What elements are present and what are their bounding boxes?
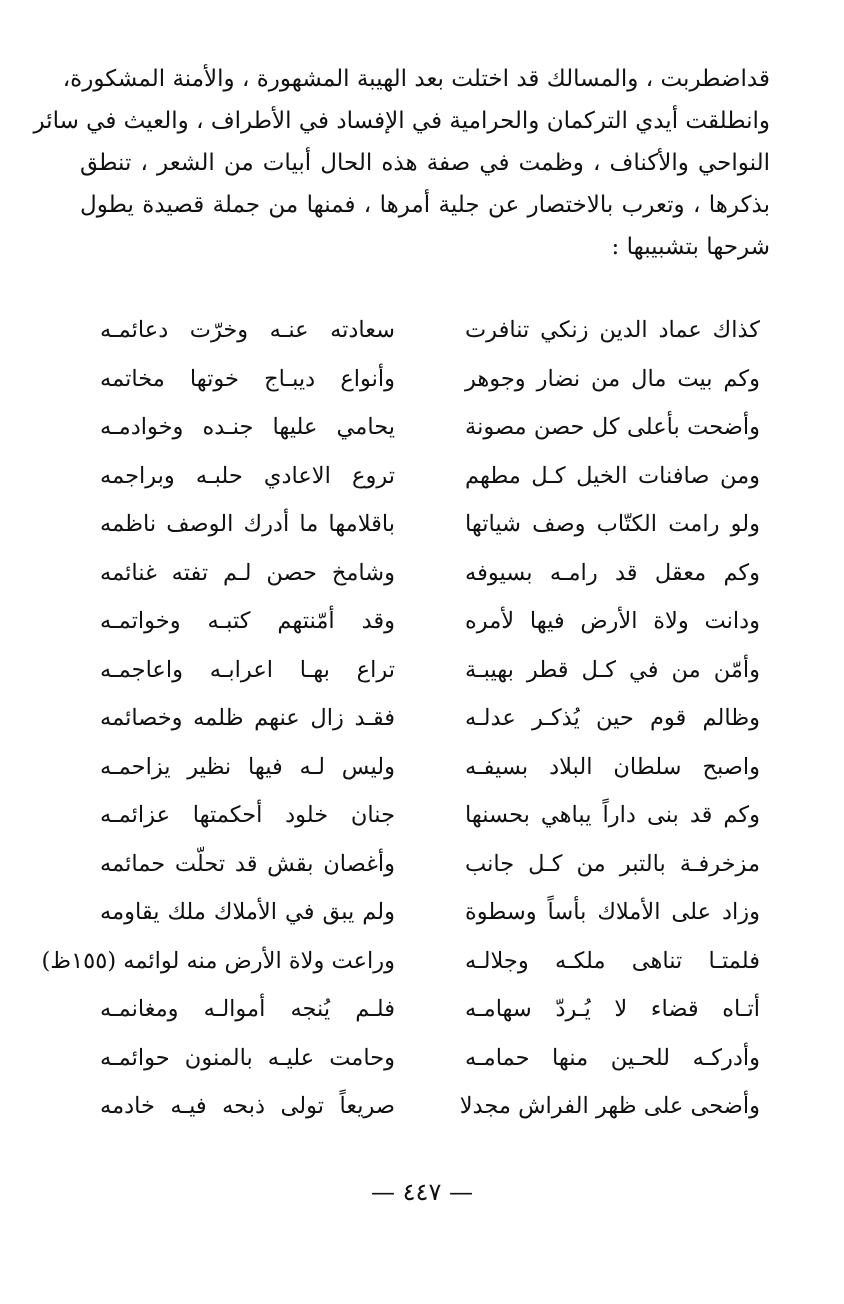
- poem-verse: [100, 985, 760, 1034]
- poem-verse: [100, 500, 760, 549]
- verse-second-hemistich: وقد أمّنتهم كتبـه وخواتمـه: [100, 608, 395, 635]
- verse-second-hemistich: فلـم يُنجه أموالـه ومغانمـه: [100, 996, 395, 1023]
- verse-first-hemistich: وأضحت بأعلى كل حصن مصونة: [465, 414, 760, 441]
- prose-paragraph: [33, 58, 770, 268]
- verse-second-hemistich: سعادته عنـه وخرّت دعائمـه: [100, 317, 395, 344]
- poem-verse: [100, 791, 760, 840]
- verse-second-hemistich: وشامخ حصن لـم تفته غنائمه: [100, 559, 395, 586]
- verse-second-hemistich: باقلامها ما أدرك الوصف ناظمه: [100, 511, 395, 538]
- poem-verse: [100, 306, 760, 355]
- verse-second-hemistich: وليس لـه فيها نظير يزاحمـه: [100, 753, 395, 780]
- poem-verse: [100, 452, 760, 501]
- verse-first-hemistich: كذاك عماد الدين زنكي تنافرت: [465, 317, 760, 344]
- poem-verse: [100, 355, 760, 404]
- verse-second-hemistich: وأنواع ديبـاج خوتها مخاتمه: [100, 365, 395, 392]
- poem: [41, 306, 760, 1131]
- prose-line: شرحها بتشبيبها :: [611, 234, 770, 260]
- poem-verse: [100, 1082, 760, 1131]
- verse-second-hemistich: يحامي عليها جنـده وخوادمـه: [100, 414, 395, 441]
- verse-first-hemistich: ولو رامت الكتّاب وصف شياتها: [465, 511, 760, 538]
- verse-first-hemistich: ومن صافنات الخيل كـل مطهم: [465, 462, 760, 489]
- poem-verse: [100, 743, 760, 792]
- verse-second-hemistich: وحامت عليـه بالمنون حوائمـه: [100, 1044, 395, 1071]
- verse-second-hemistich: تراع بهـا اعرابـه واعاجمـه: [100, 656, 395, 683]
- poem-verse: [100, 840, 760, 889]
- verse-first-hemistich: مزخرفـة بالتبر من كـل جانب: [465, 850, 760, 877]
- verse-first-hemistich: وكم بيت مال من نضار وجوهر: [465, 365, 760, 392]
- prose-line: وانطلقت أيدي التركمان والحرامية في الإفساد في الأطراف ، والعيث في سائر: [33, 108, 770, 134]
- page-number: — ٤٤٧ —: [371, 1178, 473, 1206]
- verse-second-hemistich: فقـد زال عنهم ظلمه وخصائمه: [100, 705, 395, 732]
- verse-first-hemistich: وأمّن من في كـل قطر بهيبـة: [465, 656, 760, 683]
- verse-first-hemistich: فلمتـا تناهى ملكـه وجلالـه: [465, 947, 760, 974]
- verse-first-hemistich: واصبح سلطان البلاد بسيفـه: [465, 753, 760, 780]
- verse-first-hemistich: أتـاه قضاء لا يُـردّ سهامـه: [465, 996, 760, 1023]
- poem-verse: [100, 646, 760, 695]
- poem-verse: [41, 937, 760, 986]
- verse-first-hemistich: وزاد على الأملاك بأساً وسطوة: [465, 899, 760, 926]
- verse-first-hemistich: وأضحى على ظهر الفراش مجدلا: [459, 1093, 760, 1120]
- poem-verse: [100, 597, 760, 646]
- poem-verse: [100, 403, 760, 452]
- prose-line: بذكرها ، وتعرب بالاختصار عن جلية أمرها ، فمنها من جملة قصيدة يطول: [80, 192, 770, 218]
- poem-verse: [100, 549, 760, 598]
- prose-line: النواحي والأكناف ، وظمت في صفة هذه الحال أبيات من الشعر ، تنطق: [80, 150, 770, 176]
- verse-second-hemistich: صريعاً تولى ذبحه فيـه خادمه: [100, 1093, 395, 1120]
- verse-second-hemistich: جنان خلود أحكمتها عزائمـه: [100, 802, 395, 829]
- poem-verse: [100, 888, 760, 937]
- verse-first-hemistich: وظالم قوم حين يُذكـر عدلـه: [465, 705, 760, 732]
- verse-second-hemistich: وراعت ولاة الأرض منه لوائمه (١٥٥ظ): [41, 947, 395, 974]
- verse-first-hemistich: وكم قد بنى داراً يباهي بحسنها: [465, 802, 760, 829]
- verse-first-hemistich: وأدركـه للحـين منها حمامـه: [465, 1044, 760, 1071]
- verse-second-hemistich: تروع الاعادي حلبـه وبراجمه: [100, 462, 395, 489]
- verse-first-hemistich: ودانت ولاة الأرض فيها لأمره: [465, 608, 760, 635]
- poem-verse: [100, 694, 760, 743]
- verse-first-hemistich: وكم معقل قد رامـه بسيوفه: [465, 559, 760, 586]
- verse-second-hemistich: وأغصان بقش قد تحلّت حمائمه: [100, 850, 395, 877]
- verse-second-hemistich: ولم يبق في الأملاك ملك يقاومه: [100, 899, 395, 926]
- prose-line: قداضطربت ، والمسالك قد اختلت بعد الهيبة المشهورة ، والأمنة المشكورة،: [62, 66, 770, 92]
- poem-verse: [100, 1034, 760, 1083]
